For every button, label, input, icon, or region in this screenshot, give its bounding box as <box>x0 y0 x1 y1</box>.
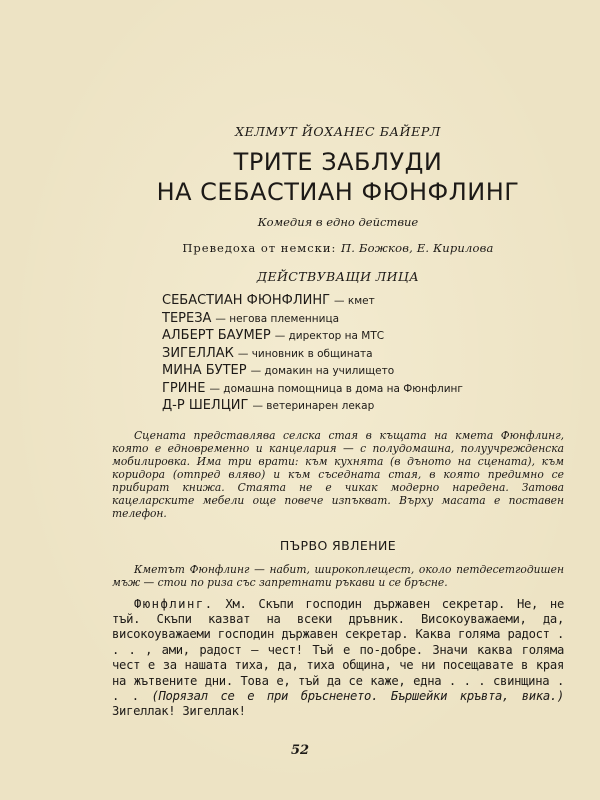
speech-paragraph <box>112 597 564 720</box>
cast-desc: — негова племенница <box>215 312 340 325</box>
cast-item <box>162 327 564 345</box>
cast-role: ЗИГЕЛЛАК <box>162 345 234 361</box>
play-title <box>112 147 564 207</box>
speech-text: Хм. Скъпи господин държавен секретар. Не, не тъй. Скъпи казват на всеки дръвник. Високоуважаеми, да, високоуважаеми господин държавен секретар. Каква голяма радост . . . , ами, радост — чест! Тъй е по-добре. Значи каква голяма чест е за нашата тиха, да, тиха община, че ни посещавате в края на жътвените дни. Това е, тъй да се каже, една . . . свинщина . . . <box>112 596 564 703</box>
cast-item <box>162 310 564 328</box>
scene-entry-direction: Кметът Фюнфлинг — набит, широкоплещест, около петдесетгодишен мъж — стои по риза със запретнати ръкави и се бръсне. <box>112 562 564 589</box>
cast-desc: — директор на МТС <box>274 330 385 342</box>
author-name: ХЕЛМУТ ЙОХАНЕС БАЙЕРЛ <box>235 124 441 139</box>
cast-desc: — домакин на училището <box>250 365 395 377</box>
cast-role: МИНА БУТЕР <box>162 363 247 378</box>
cast-list <box>162 292 564 415</box>
cast-desc: — домашна помощница в дома на Фюнфлинг <box>209 382 463 395</box>
cast-item <box>162 362 564 380</box>
title-line-2: НА СЕБАСТИАН ФЮНФЛИНГ <box>156 178 520 206</box>
text-column <box>112 124 564 720</box>
cast-desc: — чиновник в общината <box>237 347 373 360</box>
cast-item <box>162 292 564 310</box>
title-line-1: ТРИТЕ ЗАБЛУДИ <box>233 148 443 176</box>
cast-role: СЕБАСТИАН ФЮНФЛИНГ <box>162 293 331 308</box>
scene-heading: ПЪРВО ЯВЛЕНИЕ <box>279 537 397 553</box>
cast-desc: — ветеринарен лекар <box>252 400 375 412</box>
cast-item <box>162 345 564 363</box>
translators-line <box>112 241 564 255</box>
translators-names: П. Божков, Е. Кирилова <box>341 241 494 255</box>
cast-desc: — кмет <box>334 295 375 307</box>
speech-speaker: Фюнфлинг. <box>134 596 214 611</box>
page-number: 52 <box>290 743 310 758</box>
stage-direction: Сцената представлява селска стая в къщата на кмета Фюнфлинг, която е едновременно и канцелария — с полудомашна, полуучрежденска мобилировка. Има три врати: към кухнята (в дъното на сцената), към коридора (отпред вляво) и към съседната стая, в която предимно се прибират книжа. Стаята не е чикак модерно наредена. Затова кацеларските мебели още повече изпъкват. Върху масата е поставен телефон. <box>112 428 564 520</box>
speech-aside: (Порязал се е при бръсненето. Бършейки кръвта, вика.) <box>151 688 564 703</box>
cast-role: ТЕРЕЗА <box>162 310 212 326</box>
play-genre: Комедия в едно действие <box>257 215 419 229</box>
cast-role: АЛБЕРТ БАУМЕР <box>162 328 271 343</box>
cast-heading: ДЕЙСТВУВАЩИ ЛИЦА <box>256 269 420 284</box>
translators-label: Преведоха от немски: <box>182 241 337 255</box>
cast-item <box>162 380 564 398</box>
speech-end: Зигеллак! Зигеллак! <box>112 704 246 719</box>
cast-role: ГРИНЕ <box>162 380 206 396</box>
cast-role: Д-Р ШЕЛЦИГ <box>162 398 249 413</box>
cast-item <box>162 397 564 415</box>
